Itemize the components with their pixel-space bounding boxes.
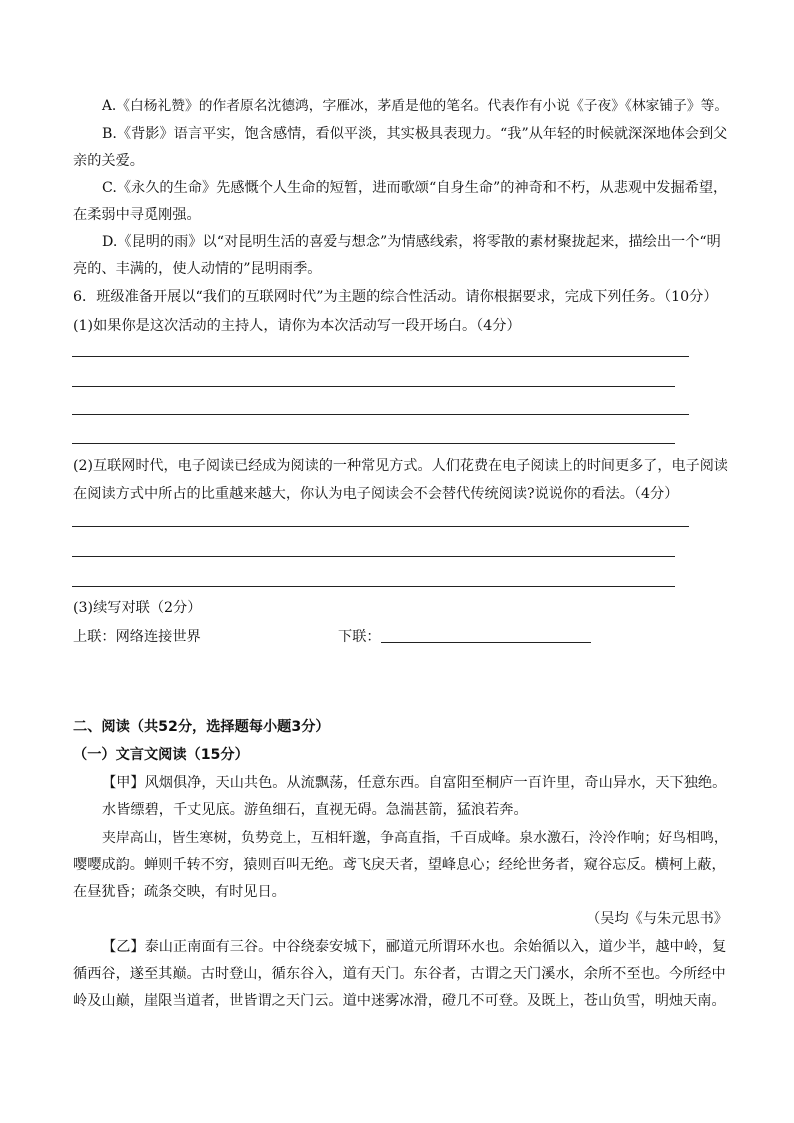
passage-yi-line-2: 循西谷，遂至其巅。古时登山，循东谷入，道有天门。东谷者，古谓之天门溪水，余所不至也。今所经中	[73, 966, 726, 982]
passage-jia-line-4: 嘤嘤成韵。蝉则千转不穷，猿则百叫无绝。鸢飞戾天者，望峰息心；经纶世务者，窥谷忘反。横柯上蔽，	[73, 857, 726, 873]
option-c-line-1: C.《永久的生命》先感慨个人生命的短暂，进而歌颂“自身生命”的神奇和不朽，从悲观中发掘希望，	[102, 180, 728, 196]
option-b-line-2: 亲的关爱。	[73, 153, 144, 169]
section-2-title: 二、阅读（共52分，选择题每小题3分）	[73, 719, 330, 735]
passage-jia-source: （吴均《与朱元思书》	[586, 911, 728, 927]
answer-line[interactable]	[72, 556, 675, 557]
question-6-part-2-line-2: 在阅读方式中所占的比重越来越大，你认为电子阅读会不会替代传统阅读?说说你的看法。（4分）	[73, 486, 679, 502]
answer-line[interactable]	[72, 386, 675, 387]
option-d-line-2: 亮的、丰满的，使人动情的”昆明雨季。	[73, 261, 322, 277]
passage-yi-line-3: 岭及山巅，崖限当道者，世皆谓之天门云。道中迷雾冰滑，磴几不可登。及既上，苍山负雪，明烛天南。	[73, 993, 726, 1009]
couplet-lower	[338, 627, 591, 647]
option-d-line-1: D.《昆明的雨》以“对昆明生活的喜爱与想念”为情感线索，将零散的素材聚拢起来，描绘出一个“明	[102, 234, 721, 250]
passage-jia-line-5: 在昼犹昏；疏条交映，有时见日。	[73, 884, 286, 900]
passage-yi-line-1: 【乙】泰山正南面有三谷。中谷绕泰安城下，郦道元所谓环水也。余始循以入，道少半，越中岭，复	[102, 939, 727, 955]
option-a-line-1: A.《白杨礼赞》的作者原名沈德鸿，字雁冰，茅盾是他的笔名。代表作有小说《子夜》《林家铺子》等。	[102, 98, 729, 114]
question-6-stem: 6．班级准备开展以“我们的互联网时代”为主题的综合性活动。请你根据要求，完成下列任务。（10分）	[73, 289, 718, 305]
passage-jia-line-1: 【甲】风烟俱净，天山共色。从流飘荡，任意东西。自富阳至桐庐一百许里，奇山异水，天下独绝。	[102, 775, 727, 791]
answer-line[interactable]	[72, 414, 689, 415]
question-6-part-3: (3)续写对联（2分）	[73, 600, 202, 616]
couplet-lower-label: 下联：	[338, 629, 381, 645]
question-6-part-2-line-1: (2)互联网时代，电子阅读已经成为阅读的一种常见方式。人们花费在电子阅读上的时间更多了，电子阅读	[73, 458, 728, 474]
answer-line[interactable]	[72, 586, 675, 587]
couplet-lower-blank[interactable]	[381, 628, 591, 643]
section-2-subtitle: （一）文言文阅读（15分）	[73, 747, 249, 763]
answer-line[interactable]	[72, 356, 689, 357]
passage-jia-line-3: 夹岸高山，皆生寒树，负势竞上，互相轩邈，争高直指，千百成峰。泉水激石，泠泠作响；好鸟相鸣，	[102, 830, 728, 846]
answer-line[interactable]	[72, 443, 675, 444]
passage-jia-line-2: 水皆缥碧，千丈见底。游鱼细石，直视无碍。急湍甚箭，猛浪若奔。	[102, 802, 528, 818]
question-6-part-1: (1)如果你是这次活动的主持人，请你为本次活动写一段开场白。（4分）	[73, 318, 521, 334]
option-b-line-1: B.《背影》语言平实，饱含感情，看似平淡，其实极具表现力。“我”从年轻的时候就深深地体会到父	[102, 126, 728, 142]
option-c-line-2: 在柔弱中寻觅刚强。	[73, 207, 201, 223]
answer-line[interactable]	[72, 526, 689, 527]
couplet-upper: 上联：网络连接世界	[73, 629, 201, 645]
